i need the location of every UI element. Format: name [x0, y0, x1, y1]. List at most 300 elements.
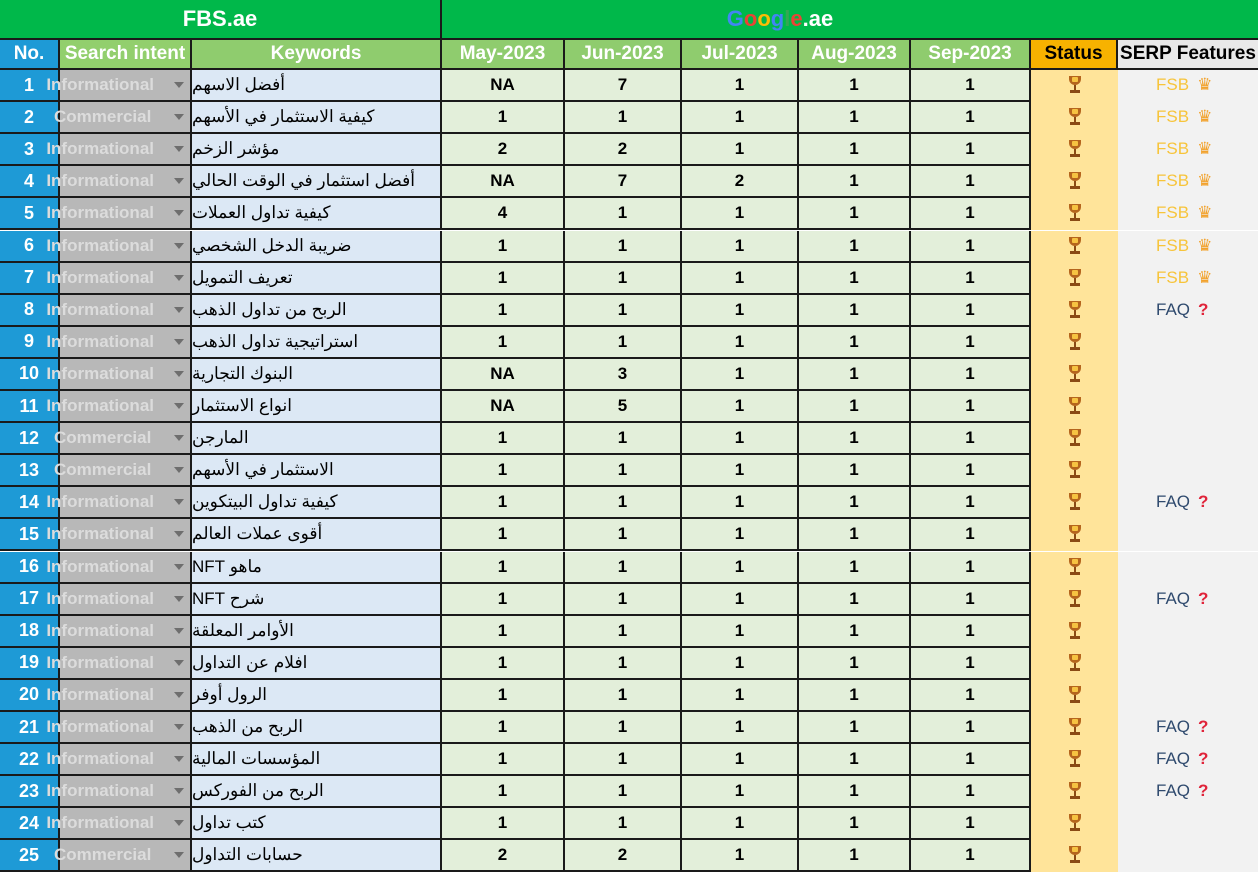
- keyword-cell[interactable]: الربح من الذهب: [192, 712, 442, 744]
- rank-cell-sep[interactable]: 1: [911, 616, 1031, 648]
- dropdown-arrow-icon[interactable]: [174, 371, 184, 377]
- rank-cell-may[interactable]: 1: [442, 487, 565, 519]
- dropdown-arrow-icon[interactable]: [174, 660, 184, 666]
- rank-cell-jul[interactable]: 1: [682, 616, 799, 648]
- rank-cell-aug[interactable]: 1: [799, 776, 911, 808]
- rank-cell-aug[interactable]: 1: [799, 327, 911, 359]
- rank-cell-jul[interactable]: 1: [682, 519, 799, 551]
- keyword-cell[interactable]: أقوى عملات العالم: [192, 519, 442, 551]
- keyword-cell[interactable]: كتب تداول: [192, 808, 442, 840]
- header-status[interactable]: Status: [1031, 40, 1118, 70]
- dropdown-arrow-icon[interactable]: [174, 178, 184, 184]
- rank-cell-sep[interactable]: 1: [911, 712, 1031, 744]
- rank-cell-sep[interactable]: 1: [911, 391, 1031, 423]
- header-serp-features[interactable]: SERP Features: [1118, 40, 1258, 70]
- rank-cell-jul[interactable]: 1: [682, 198, 799, 230]
- status-cell[interactable]: [1031, 712, 1118, 744]
- serp-feature-cell[interactable]: [1118, 231, 1258, 263]
- rank-cell-jul[interactable]: 2: [682, 166, 799, 198]
- search-intent-dropdown[interactable]: [46, 519, 192, 551]
- rank-cell-jun[interactable]: 1: [565, 295, 682, 327]
- rank-cell-jun[interactable]: 1: [565, 744, 682, 776]
- rank-cell-jul[interactable]: 1: [682, 70, 799, 102]
- rank-cell-sep[interactable]: 1: [911, 231, 1031, 263]
- rank-cell-may[interactable]: 2: [442, 134, 565, 166]
- rank-cell-may[interactable]: 1: [442, 327, 565, 359]
- search-intent-dropdown[interactable]: [46, 166, 192, 198]
- rank-cell-jun[interactable]: 1: [565, 584, 682, 616]
- search-intent-dropdown[interactable]: [54, 455, 192, 487]
- serp-feature-cell[interactable]: [1118, 134, 1258, 166]
- serp-feature-cell[interactable]: [1118, 263, 1258, 295]
- status-cell[interactable]: [1031, 231, 1118, 263]
- dropdown-arrow-icon[interactable]: [174, 564, 184, 570]
- serp-feature-cell[interactable]: [1118, 359, 1258, 391]
- search-intent-dropdown[interactable]: [54, 102, 192, 134]
- rank-cell-aug[interactable]: 1: [799, 808, 911, 840]
- status-cell[interactable]: [1031, 423, 1118, 455]
- rank-cell-may[interactable]: 1: [442, 680, 565, 712]
- serp-feature-cell[interactable]: [1118, 295, 1258, 327]
- rank-cell-jul[interactable]: 1: [682, 648, 799, 680]
- row-number-cell[interactable]: 21: [0, 712, 60, 744]
- rank-cell-jun[interactable]: 1: [565, 327, 682, 359]
- dropdown-arrow-icon[interactable]: [174, 403, 184, 409]
- row-number-cell[interactable]: 25: [0, 840, 60, 872]
- rank-cell-sep[interactable]: 1: [911, 648, 1031, 680]
- rank-cell-may[interactable]: 1: [442, 744, 565, 776]
- serp-feature-cell[interactable]: [1118, 584, 1258, 616]
- rank-cell-jul[interactable]: 1: [682, 263, 799, 295]
- rank-cell-may[interactable]: 1: [442, 263, 565, 295]
- rank-cell-aug[interactable]: 1: [799, 648, 911, 680]
- rank-cell-sep[interactable]: 1: [911, 102, 1031, 134]
- header-month-jul[interactable]: Jul-2023: [682, 40, 799, 70]
- rank-cell-jul[interactable]: 1: [682, 391, 799, 423]
- search-intent-dropdown[interactable]: [46, 648, 192, 680]
- rank-cell-jul[interactable]: 1: [682, 327, 799, 359]
- table-row: [0, 776, 1258, 808]
- rank-cell-sep[interactable]: 1: [911, 584, 1031, 616]
- dropdown-arrow-icon[interactable]: [174, 82, 184, 88]
- rank-cell-aug[interactable]: 1: [799, 680, 911, 712]
- search-intent-dropdown[interactable]: [46, 359, 192, 391]
- rank-cell-sep[interactable]: 1: [911, 487, 1031, 519]
- row-number-cell[interactable]: 18: [0, 616, 60, 648]
- row-number-cell[interactable]: 17: [0, 584, 60, 616]
- serp-feature-cell[interactable]: [1118, 327, 1258, 359]
- search-intent-dropdown[interactable]: [46, 295, 192, 327]
- keyword-cell[interactable]: ماهو NFT: [192, 552, 442, 584]
- crown-icon: ♛: [1197, 107, 1213, 127]
- row-number-cell[interactable]: 14: [0, 487, 60, 519]
- serp-feature-cell[interactable]: [1118, 680, 1258, 712]
- keyword-cell[interactable]: شرح NFT: [192, 584, 442, 616]
- rank-cell-aug[interactable]: 1: [799, 423, 911, 455]
- row-number-cell[interactable]: 20: [0, 680, 60, 712]
- dropdown-arrow-icon[interactable]: [174, 628, 184, 634]
- search-intent-dropdown[interactable]: [46, 198, 192, 230]
- search-intent-dropdown[interactable]: [46, 391, 192, 423]
- dropdown-arrow-icon[interactable]: [174, 275, 184, 281]
- rank-cell-sep[interactable]: 1: [911, 70, 1031, 102]
- keyword-cell[interactable]: استراتيجية تداول الذهب: [192, 327, 442, 359]
- rank-cell-jun[interactable]: 1: [565, 263, 682, 295]
- rank-cell-aug[interactable]: 1: [799, 712, 911, 744]
- row-number-cell[interactable]: 7: [0, 263, 60, 295]
- search-engine-title-part: l: [784, 6, 791, 31]
- rank-cell-jul[interactable]: 1: [682, 295, 799, 327]
- dropdown-arrow-icon[interactable]: [174, 692, 184, 698]
- serp-feature-cell[interactable]: [1118, 102, 1258, 134]
- rank-cell-jul[interactable]: 1: [682, 102, 799, 134]
- search-intent-dropdown[interactable]: [46, 231, 192, 263]
- row-number-cell[interactable]: 23: [0, 776, 60, 808]
- status-cell[interactable]: [1031, 455, 1118, 487]
- dropdown-arrow-icon[interactable]: [174, 243, 184, 249]
- keyword-cell[interactable]: كيفية الاستثمار في الأسهم: [192, 102, 442, 134]
- serp-feature-cell[interactable]: [1118, 198, 1258, 230]
- rank-cell-may[interactable]: NA: [442, 391, 565, 423]
- header-month-jun[interactable]: Jun-2023: [565, 40, 682, 70]
- rank-cell-sep[interactable]: 1: [911, 776, 1031, 808]
- status-cell[interactable]: [1031, 70, 1118, 102]
- keyword-cell[interactable]: تعريف التمويل: [192, 263, 442, 295]
- header-keywords[interactable]: Keywords: [192, 40, 442, 70]
- rank-cell-sep[interactable]: 1: [911, 134, 1031, 166]
- dropdown-arrow-icon[interactable]: [174, 435, 184, 441]
- search-intent-value: Informational: [46, 492, 154, 512]
- rank-cell-jul[interactable]: 1: [682, 712, 799, 744]
- dropdown-arrow-icon[interactable]: [174, 307, 184, 313]
- rank-cell-jun[interactable]: 1: [565, 198, 682, 230]
- keyword-cell[interactable]: ضريبة الدخل الشخصي: [192, 231, 442, 263]
- rank-cell-aug[interactable]: 1: [799, 487, 911, 519]
- rank-cell-may[interactable]: 1: [442, 519, 565, 551]
- dropdown-arrow-icon[interactable]: [174, 210, 184, 216]
- search-intent-dropdown[interactable]: [46, 616, 192, 648]
- rank-cell-jun[interactable]: 1: [565, 616, 682, 648]
- keyword-cell[interactable]: كيفية تداول البيتكوين: [192, 487, 442, 519]
- rank-cell-jun[interactable]: 2: [565, 134, 682, 166]
- row-number-cell[interactable]: 22: [0, 744, 60, 776]
- rank-cell-sep[interactable]: 1: [911, 423, 1031, 455]
- rank-cell-jun[interactable]: 1: [565, 423, 682, 455]
- rank-cell-jul[interactable]: 1: [682, 455, 799, 487]
- rank-cell-sep[interactable]: 1: [911, 295, 1031, 327]
- rank-cell-may[interactable]: 1: [442, 295, 565, 327]
- rank-cell-may[interactable]: NA: [442, 359, 565, 391]
- rank-cell-aug[interactable]: 1: [799, 552, 911, 584]
- keyword-cell[interactable]: افلام عن التداول: [192, 648, 442, 680]
- table-row: [0, 134, 1258, 166]
- rank-cell-may[interactable]: 1: [442, 552, 565, 584]
- dropdown-arrow-icon[interactable]: [174, 756, 184, 762]
- rank-cell-jun[interactable]: 1: [565, 808, 682, 840]
- rank-cell-may[interactable]: 1: [442, 712, 565, 744]
- keyword-cell[interactable]: الأوامر المعلقة: [192, 616, 442, 648]
- rank-cell-sep[interactable]: 1: [911, 327, 1031, 359]
- row-number-cell[interactable]: 4: [0, 166, 60, 198]
- rank-cell-jun[interactable]: 1: [565, 680, 682, 712]
- rank-cell-jul[interactable]: 1: [682, 134, 799, 166]
- status-cell[interactable]: [1031, 680, 1118, 712]
- search-intent-dropdown[interactable]: [46, 487, 192, 519]
- rank-cell-sep[interactable]: 1: [911, 552, 1031, 584]
- status-cell[interactable]: [1031, 134, 1118, 166]
- serp-feature-cell[interactable]: [1118, 391, 1258, 423]
- status-cell[interactable]: [1031, 263, 1118, 295]
- rank-cell-aug[interactable]: 1: [799, 584, 911, 616]
- keyword-cell[interactable]: الاستثمار في الأسهم: [192, 455, 442, 487]
- dropdown-arrow-icon[interactable]: [174, 339, 184, 345]
- search-intent-dropdown[interactable]: [46, 134, 192, 166]
- rank-cell-jul[interactable]: 1: [682, 423, 799, 455]
- keyword-cell[interactable]: المؤسسات المالية: [192, 744, 442, 776]
- rank-cell-jul[interactable]: 1: [682, 584, 799, 616]
- row-number-cell[interactable]: 6: [0, 231, 60, 263]
- serp-feature-label: FSB: [1156, 203, 1190, 223]
- rank-cell-jun[interactable]: 7: [565, 166, 682, 198]
- rank-cell-aug[interactable]: 1: [799, 391, 911, 423]
- header-month-sep[interactable]: Sep-2023: [911, 40, 1031, 70]
- serp-feature-cell[interactable]: [1118, 744, 1258, 776]
- status-cell[interactable]: [1031, 391, 1118, 423]
- rank-cell-jul[interactable]: 1: [682, 680, 799, 712]
- rank-cell-jun[interactable]: 1: [565, 552, 682, 584]
- row-number-cell[interactable]: 15: [0, 519, 60, 551]
- rank-cell-aug[interactable]: 1: [799, 231, 911, 263]
- rank-cell-may[interactable]: 1: [442, 231, 565, 263]
- row-number-cell[interactable]: 5: [0, 198, 60, 230]
- serp-feature-cell[interactable]: [1118, 776, 1258, 808]
- rank-cell-may[interactable]: 1: [442, 455, 565, 487]
- table-row: [0, 487, 1258, 519]
- status-cell[interactable]: [1031, 552, 1118, 584]
- status-cell[interactable]: [1031, 519, 1118, 551]
- rank-cell-jul[interactable]: 1: [682, 776, 799, 808]
- rank-cell-jul[interactable]: 1: [682, 552, 799, 584]
- rank-cell-may[interactable]: 1: [442, 776, 565, 808]
- rank-cell-aug[interactable]: 1: [799, 70, 911, 102]
- row-number-cell[interactable]: 8: [0, 295, 60, 327]
- status-cell[interactable]: [1031, 327, 1118, 359]
- search-intent-dropdown[interactable]: [46, 680, 192, 712]
- row-number-cell[interactable]: 1: [0, 70, 60, 102]
- rank-cell-jun[interactable]: 1: [565, 776, 682, 808]
- rank-cell-sep[interactable]: 1: [911, 455, 1031, 487]
- rank-cell-jul[interactable]: 1: [682, 359, 799, 391]
- search-intent-dropdown[interactable]: [46, 712, 192, 744]
- search-intent-dropdown[interactable]: [46, 327, 192, 359]
- dropdown-arrow-icon[interactable]: [174, 852, 184, 858]
- rank-cell-may[interactable]: NA: [442, 166, 565, 198]
- serp-feature-cell[interactable]: [1118, 616, 1258, 648]
- rank-cell-aug[interactable]: 1: [799, 198, 911, 230]
- rank-cell-may[interactable]: 1: [442, 584, 565, 616]
- rank-cell-jul[interactable]: 1: [682, 840, 799, 872]
- rank-cell-may[interactable]: 1: [442, 423, 565, 455]
- rank-cell-may[interactable]: 1: [442, 648, 565, 680]
- rank-cell-jun[interactable]: 1: [565, 102, 682, 134]
- header-month-may[interactable]: May-2023: [442, 40, 565, 70]
- rank-cell-aug[interactable]: 1: [799, 455, 911, 487]
- dropdown-arrow-icon[interactable]: [174, 596, 184, 602]
- dropdown-arrow-icon[interactable]: [174, 114, 184, 120]
- status-cell[interactable]: [1031, 744, 1118, 776]
- keyword-cell[interactable]: المارجن: [192, 423, 442, 455]
- header-no[interactable]: No.: [0, 40, 60, 70]
- rank-cell-jun[interactable]: 5: [565, 391, 682, 423]
- site-title-cell[interactable]: [0, 0, 442, 40]
- rank-cell-jun[interactable]: 7: [565, 70, 682, 102]
- rank-cell-may[interactable]: 1: [442, 808, 565, 840]
- rank-cell-sep[interactable]: 1: [911, 359, 1031, 391]
- rank-cell-sep[interactable]: 1: [911, 808, 1031, 840]
- rank-cell-jun[interactable]: 3: [565, 359, 682, 391]
- rank-cell-aug[interactable]: 1: [799, 102, 911, 134]
- dropdown-arrow-icon[interactable]: [174, 499, 184, 505]
- keyword-cell[interactable]: الربح من تداول الذهب: [192, 295, 442, 327]
- row-number-cell[interactable]: 9: [0, 327, 60, 359]
- status-cell[interactable]: [1031, 359, 1118, 391]
- rank-cell-aug[interactable]: 1: [799, 134, 911, 166]
- status-cell[interactable]: [1031, 166, 1118, 198]
- serp-feature-cell[interactable]: [1118, 808, 1258, 840]
- status-cell[interactable]: [1031, 295, 1118, 327]
- keyword-cell[interactable]: مؤشر الزخم: [192, 134, 442, 166]
- rank-cell-aug[interactable]: 1: [799, 616, 911, 648]
- rank-cell-sep[interactable]: 1: [911, 166, 1031, 198]
- keyword-cell[interactable]: أفضل الاسهم: [192, 70, 442, 102]
- row-number-cell[interactable]: 12: [0, 423, 60, 455]
- row-number-cell[interactable]: 3: [0, 134, 60, 166]
- rank-cell-sep[interactable]: 1: [911, 680, 1031, 712]
- serp-feature-cell[interactable]: [1118, 840, 1258, 872]
- keyword-cell[interactable]: الرول أوفر: [192, 680, 442, 712]
- serp-feature-cell[interactable]: [1118, 519, 1258, 551]
- status-cell[interactable]: [1031, 102, 1118, 134]
- rank-cell-aug[interactable]: 1: [799, 166, 911, 198]
- rank-cell-may[interactable]: NA: [442, 70, 565, 102]
- row-number-cell[interactable]: 16: [0, 552, 60, 584]
- keyword-cell[interactable]: كيفية تداول العملات: [192, 198, 442, 230]
- rank-cell-aug[interactable]: 1: [799, 744, 911, 776]
- search-intent-dropdown[interactable]: [46, 584, 192, 616]
- rank-cell-sep[interactable]: 1: [911, 519, 1031, 551]
- rank-cell-jun[interactable]: 1: [565, 487, 682, 519]
- dropdown-arrow-icon[interactable]: [174, 788, 184, 794]
- trophy-icon: [1066, 140, 1084, 158]
- search-intent-dropdown[interactable]: [46, 70, 192, 102]
- status-cell[interactable]: [1031, 616, 1118, 648]
- rank-cell-may[interactable]: 2: [442, 840, 565, 872]
- header-month-aug[interactable]: Aug-2023: [799, 40, 911, 70]
- rank-cell-may[interactable]: 1: [442, 616, 565, 648]
- serp-feature-cell[interactable]: [1118, 423, 1258, 455]
- trophy-icon: [1066, 654, 1084, 672]
- row-number-cell[interactable]: 10: [0, 359, 60, 391]
- rank-cell-aug[interactable]: 1: [799, 519, 911, 551]
- serp-feature-cell[interactable]: [1118, 552, 1258, 584]
- search-intent-dropdown[interactable]: [54, 423, 192, 455]
- rank-cell-jul[interactable]: 1: [682, 808, 799, 840]
- serp-feature-cell[interactable]: [1118, 712, 1258, 744]
- rank-cell-jul[interactable]: 1: [682, 487, 799, 519]
- dropdown-arrow-icon[interactable]: [174, 467, 184, 473]
- status-cell[interactable]: [1031, 487, 1118, 519]
- search-intent-value: Informational: [46, 684, 154, 704]
- rank-cell-jun[interactable]: 1: [565, 455, 682, 487]
- status-cell[interactable]: [1031, 584, 1118, 616]
- rank-cell-aug[interactable]: 1: [799, 295, 911, 327]
- serp-feature-cell[interactable]: [1118, 487, 1258, 519]
- keyword-cell[interactable]: حسابات التداول: [192, 840, 442, 872]
- rank-cell-jun[interactable]: 2: [565, 840, 682, 872]
- status-cell[interactable]: [1031, 808, 1118, 840]
- keyword-cell[interactable]: انواع الاستثمار: [192, 391, 442, 423]
- keyword-cell[interactable]: الربح من الفوركس: [192, 776, 442, 808]
- row-number-cell[interactable]: 19: [0, 648, 60, 680]
- search-engine-title-cell[interactable]: [442, 0, 1118, 40]
- site-title: FBS.ae: [182, 6, 258, 31]
- rank-cell-aug[interactable]: 1: [799, 263, 911, 295]
- question-mark-icon: ?: [1198, 749, 1209, 769]
- keyword-cell[interactable]: أفضل استثمار في الوقت الحالي: [192, 166, 442, 198]
- rank-cell-sep[interactable]: 1: [911, 840, 1031, 872]
- search-intent-dropdown[interactable]: [46, 552, 192, 584]
- dropdown-arrow-icon[interactable]: [174, 820, 184, 826]
- serp-feature-cell[interactable]: [1118, 166, 1258, 198]
- status-cell[interactable]: [1031, 776, 1118, 808]
- row-number-cell[interactable]: 13: [0, 455, 60, 487]
- serp-feature-cell[interactable]: [1118, 455, 1258, 487]
- rank-cell-jun[interactable]: 1: [565, 648, 682, 680]
- rank-cell-sep[interactable]: 1: [911, 198, 1031, 230]
- search-intent-dropdown[interactable]: [54, 840, 192, 872]
- rank-cell-sep[interactable]: 1: [911, 744, 1031, 776]
- rank-cell-aug[interactable]: 1: [799, 359, 911, 391]
- rank-cell-may[interactable]: 4: [442, 198, 565, 230]
- dropdown-arrow-icon[interactable]: [174, 146, 184, 152]
- status-cell[interactable]: [1031, 648, 1118, 680]
- search-intent-dropdown[interactable]: [46, 808, 192, 840]
- dropdown-arrow-icon[interactable]: [174, 531, 184, 537]
- table-row: [0, 391, 1258, 423]
- row-number-cell[interactable]: 2: [0, 102, 60, 134]
- rank-cell-may[interactable]: 1: [442, 102, 565, 134]
- serp-feature-cell[interactable]: [1118, 70, 1258, 102]
- search-intent-dropdown[interactable]: [46, 263, 192, 295]
- rank-cell-sep[interactable]: 1: [911, 263, 1031, 295]
- row-number-cell[interactable]: 24: [0, 808, 60, 840]
- rank-cell-jul[interactable]: 1: [682, 231, 799, 263]
- serp-feature-cell[interactable]: [1118, 648, 1258, 680]
- rank-cell-jun[interactable]: 1: [565, 712, 682, 744]
- status-cell[interactable]: [1031, 840, 1118, 872]
- search-intent-dropdown[interactable]: [46, 744, 192, 776]
- keyword-cell[interactable]: البنوك التجارية: [192, 359, 442, 391]
- row-number-cell[interactable]: 11: [0, 391, 60, 423]
- header-search-intent[interactable]: Search intent: [60, 40, 192, 70]
- dropdown-arrow-icon[interactable]: [174, 724, 184, 730]
- search-intent-dropdown[interactable]: [46, 776, 192, 808]
- rank-cell-jul[interactable]: 1: [682, 744, 799, 776]
- status-cell[interactable]: [1031, 198, 1118, 230]
- rank-cell-aug[interactable]: 1: [799, 840, 911, 872]
- rank-cell-jun[interactable]: 1: [565, 519, 682, 551]
- rank-cell-jun[interactable]: 1: [565, 231, 682, 263]
